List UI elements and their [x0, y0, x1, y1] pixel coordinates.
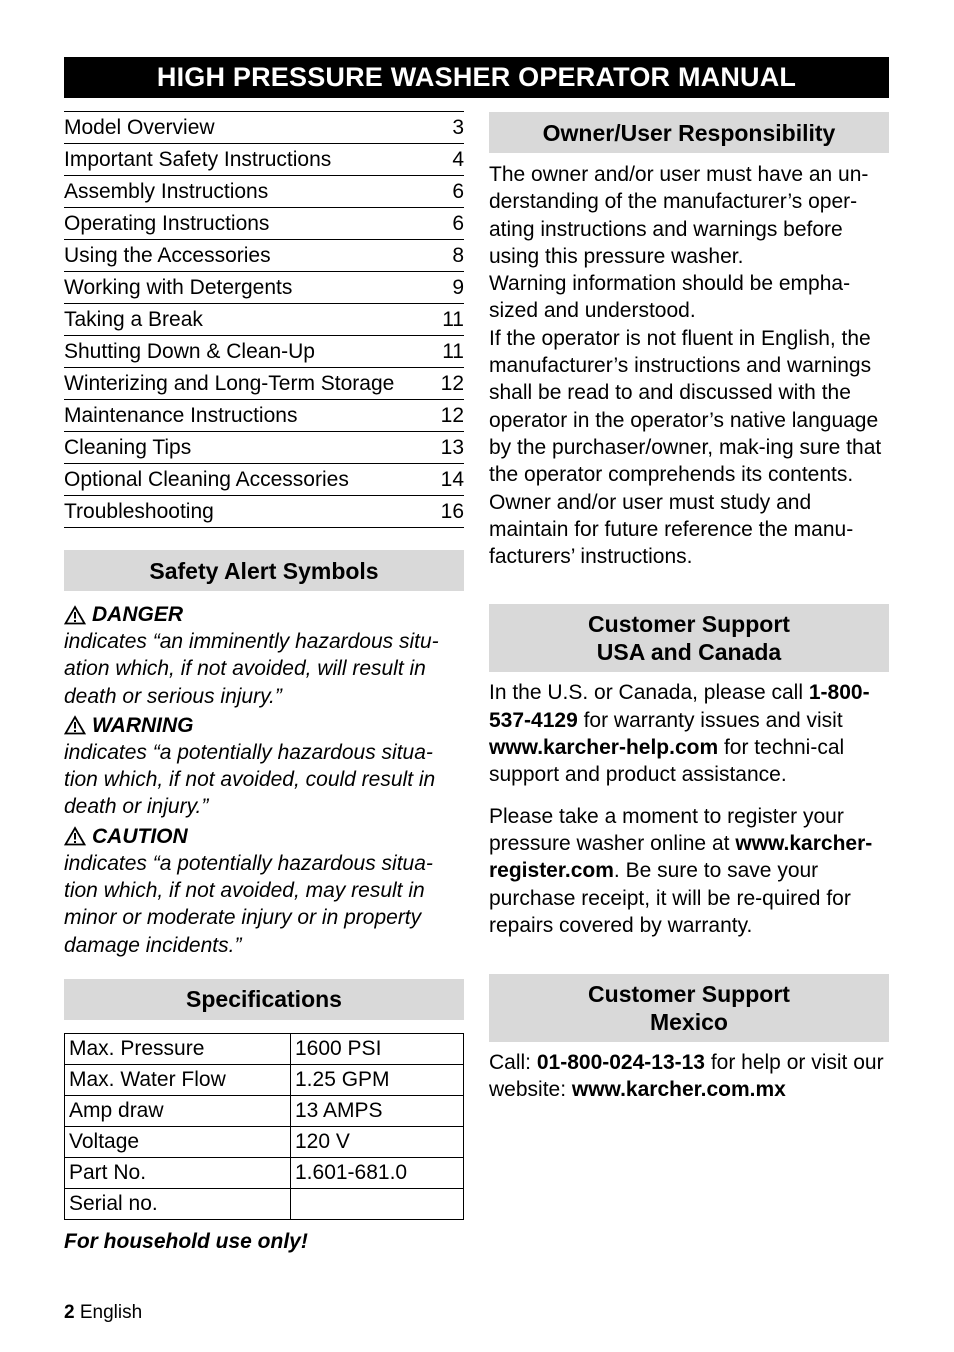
warning-triangle-icon — [64, 605, 86, 625]
toc-item-label: Model Overview — [64, 116, 215, 139]
toc-item-label: Winterizing and Long-Term Storage — [64, 372, 395, 395]
owner-heading-text: Owner/User Responsibility — [542, 119, 836, 146]
support-mexico-text-1: Call: — [489, 1051, 537, 1075]
toc-item[interactable] — [64, 496, 464, 528]
toc-item-page: 4 — [452, 148, 464, 171]
owner-paragraph-3: If the operator is not fluent in English, the manufacturer’s instructions and warnings shall be read to and discussed with the operator in the operator’s native language by the purchaser/owner, mak-ing sure that the operator comprehends its contents. — [489, 326, 882, 487]
toc-item[interactable] — [64, 272, 464, 304]
toc-item[interactable] — [64, 240, 464, 272]
toc-item[interactable] — [64, 176, 464, 208]
spec-key: Max. Pressure — [65, 1033, 291, 1064]
spec-value: 1.25 GPM — [291, 1064, 464, 1095]
toc-item[interactable] — [64, 304, 464, 336]
warning-label-text: WARNING — [92, 713, 194, 737]
support-usa-phone: 1-800-537-4129 — [489, 681, 870, 732]
toc-item-label: Optional Cleaning Accessories — [64, 468, 349, 491]
safety-heading-text: Safety Alert Symbols — [149, 557, 379, 584]
support-usa-text-2: for warranty issues and visit — [577, 708, 843, 732]
table-of-contents — [64, 111, 464, 528]
danger-text: indicates “an imminently hazardous situ-ation which, if not avoided, will result in death or serious injury.” — [64, 630, 439, 708]
toc-item-label: Maintenance Instructions — [64, 404, 298, 427]
toc-item-page: 13 — [440, 436, 464, 459]
support-mexico-phone: 01-800-024-13-13 — [536, 1051, 705, 1075]
toc-item-page: 12 — [440, 372, 464, 395]
page-footer — [64, 1302, 142, 1324]
support-mexico-heading-line2: Mexico — [650, 1009, 728, 1036]
owner-paragraph-1: The owner and/or user must have an un-derstanding of the manufacturer’s oper-ating instructions and warnings before using this pressure washer. — [489, 163, 869, 268]
owner-paragraph-2: Warning information should be empha-sized and understood. — [489, 272, 851, 323]
spec-value: 120 V — [291, 1126, 464, 1157]
toc-item-label: Using the Accessories — [64, 244, 271, 267]
owner-paragraph-4: Owner and/or user must study and maintain for future reference the manu-facturers’ instructions. — [489, 490, 854, 569]
toc-item-page: 9 — [452, 276, 464, 299]
spec-row — [65, 1095, 464, 1126]
support-usa-heading — [489, 604, 889, 672]
spec-row — [65, 1126, 464, 1157]
toc-item-label: Working with Detergents — [64, 276, 293, 299]
spec-row — [65, 1064, 464, 1095]
toc-item[interactable] — [64, 144, 464, 176]
warning-triangle-icon — [64, 715, 86, 735]
register-website-link[interactable]: www.karcher-register.com — [489, 831, 873, 883]
help-website-link[interactable]: www.karcher-help.com — [489, 736, 719, 760]
register-text-1: Please take a moment to register your pressure washer online at — [489, 804, 844, 855]
toc-item-label: Important Safety Instructions — [64, 148, 332, 171]
support-usa-heading-line1: Customer Support — [588, 611, 790, 638]
spec-row — [65, 1033, 464, 1064]
warning-text: indicates “a potentially hazardous situa-tion which, if not avoided, could result in death or injury.” — [64, 740, 436, 819]
page-language: English — [79, 1302, 143, 1323]
household-note: For household use only! — [64, 1229, 308, 1253]
toc-item[interactable] — [64, 208, 464, 240]
register-text-2: . Be sure to save your purchase receipt, it will be re-quired for repairs covered by warranty. — [489, 859, 851, 937]
support-usa-call — [489, 679, 889, 788]
spec-key: Serial no. — [65, 1188, 291, 1219]
toc-item-page: 14 — [440, 468, 464, 491]
page-title: HIGH PRESSURE WASHER OPERATOR MANUAL — [64, 57, 889, 98]
toc-item-page: 11 — [442, 308, 464, 331]
toc-item[interactable] — [64, 464, 464, 496]
toc-item-label: Taking a Break — [64, 308, 203, 331]
page-number: 2 — [64, 1302, 75, 1323]
danger-label-text: DANGER — [92, 603, 184, 626]
specifications-table — [64, 1033, 464, 1220]
toc-item-page: 3 — [452, 116, 464, 139]
spec-key: Max. Water Flow — [65, 1064, 291, 1095]
toc-item-page: 8 — [452, 244, 464, 267]
spec-key: Voltage — [65, 1126, 291, 1157]
specifications-heading — [64, 979, 464, 1020]
toc-item-page: 12 — [440, 404, 464, 427]
right-column — [489, 112, 889, 1104]
spec-key: Part No. — [65, 1157, 291, 1188]
spec-key: Amp draw — [65, 1095, 291, 1126]
caution-text: indicates “a potentially hazardous situa-tion which, if not avoided, may result in minor or moderate injury or in property damage incidents.” — [64, 851, 433, 957]
warning-triangle-icon — [64, 826, 86, 846]
left-column — [64, 111, 464, 1255]
toc-item-label: Operating Instructions — [64, 212, 270, 235]
toc-item[interactable] — [64, 336, 464, 368]
support-usa-register — [489, 803, 889, 939]
caution-label-text: CAUTION — [92, 824, 188, 848]
toc-item-page: 11 — [442, 340, 464, 363]
toc-item[interactable] — [64, 368, 464, 400]
spec-value: 1600 PSI — [291, 1033, 464, 1064]
support-usa-text-1: In the U.S. or Canada, please call — [489, 681, 809, 705]
support-usa-text-3: for techni-cal support and product assistance. — [489, 736, 845, 787]
spec-row — [65, 1157, 464, 1188]
owner-heading — [489, 112, 889, 153]
toc-item-page: 16 — [440, 500, 464, 523]
toc-item-page: 6 — [452, 212, 464, 235]
support-mexico-heading — [489, 974, 889, 1042]
support-mexico-call — [489, 1049, 889, 1104]
toc-item-label: Assembly Instructions — [64, 180, 269, 203]
caution-label — [64, 823, 464, 850]
spec-value — [291, 1188, 464, 1219]
safety-heading — [64, 550, 464, 591]
toc-item[interactable] — [64, 400, 464, 432]
toc-item-label: Troubleshooting — [64, 500, 214, 523]
spec-row — [65, 1188, 464, 1219]
support-mexico-text-2: for help or visit our website: — [489, 1051, 884, 1102]
spec-value: 13 AMPS — [291, 1095, 464, 1126]
danger-label — [64, 601, 464, 628]
mexico-website-link[interactable]: www.karcher.com.mx — [571, 1078, 786, 1102]
support-mexico-heading-line1: Customer Support — [588, 981, 790, 1008]
toc-item-page: 6 — [452, 180, 464, 203]
support-usa-heading-line2: USA and Canada — [596, 639, 782, 666]
toc-item-label: Cleaning Tips — [64, 436, 192, 459]
spec-value: 1.601-681.0 — [291, 1157, 464, 1188]
toc-item[interactable] — [64, 112, 464, 144]
toc-item[interactable] — [64, 432, 464, 464]
warning-label — [64, 712, 464, 739]
toc-item-label: Shutting Down & Clean-Up — [64, 340, 315, 363]
specifications-heading-text: Specifications — [186, 986, 342, 1013]
